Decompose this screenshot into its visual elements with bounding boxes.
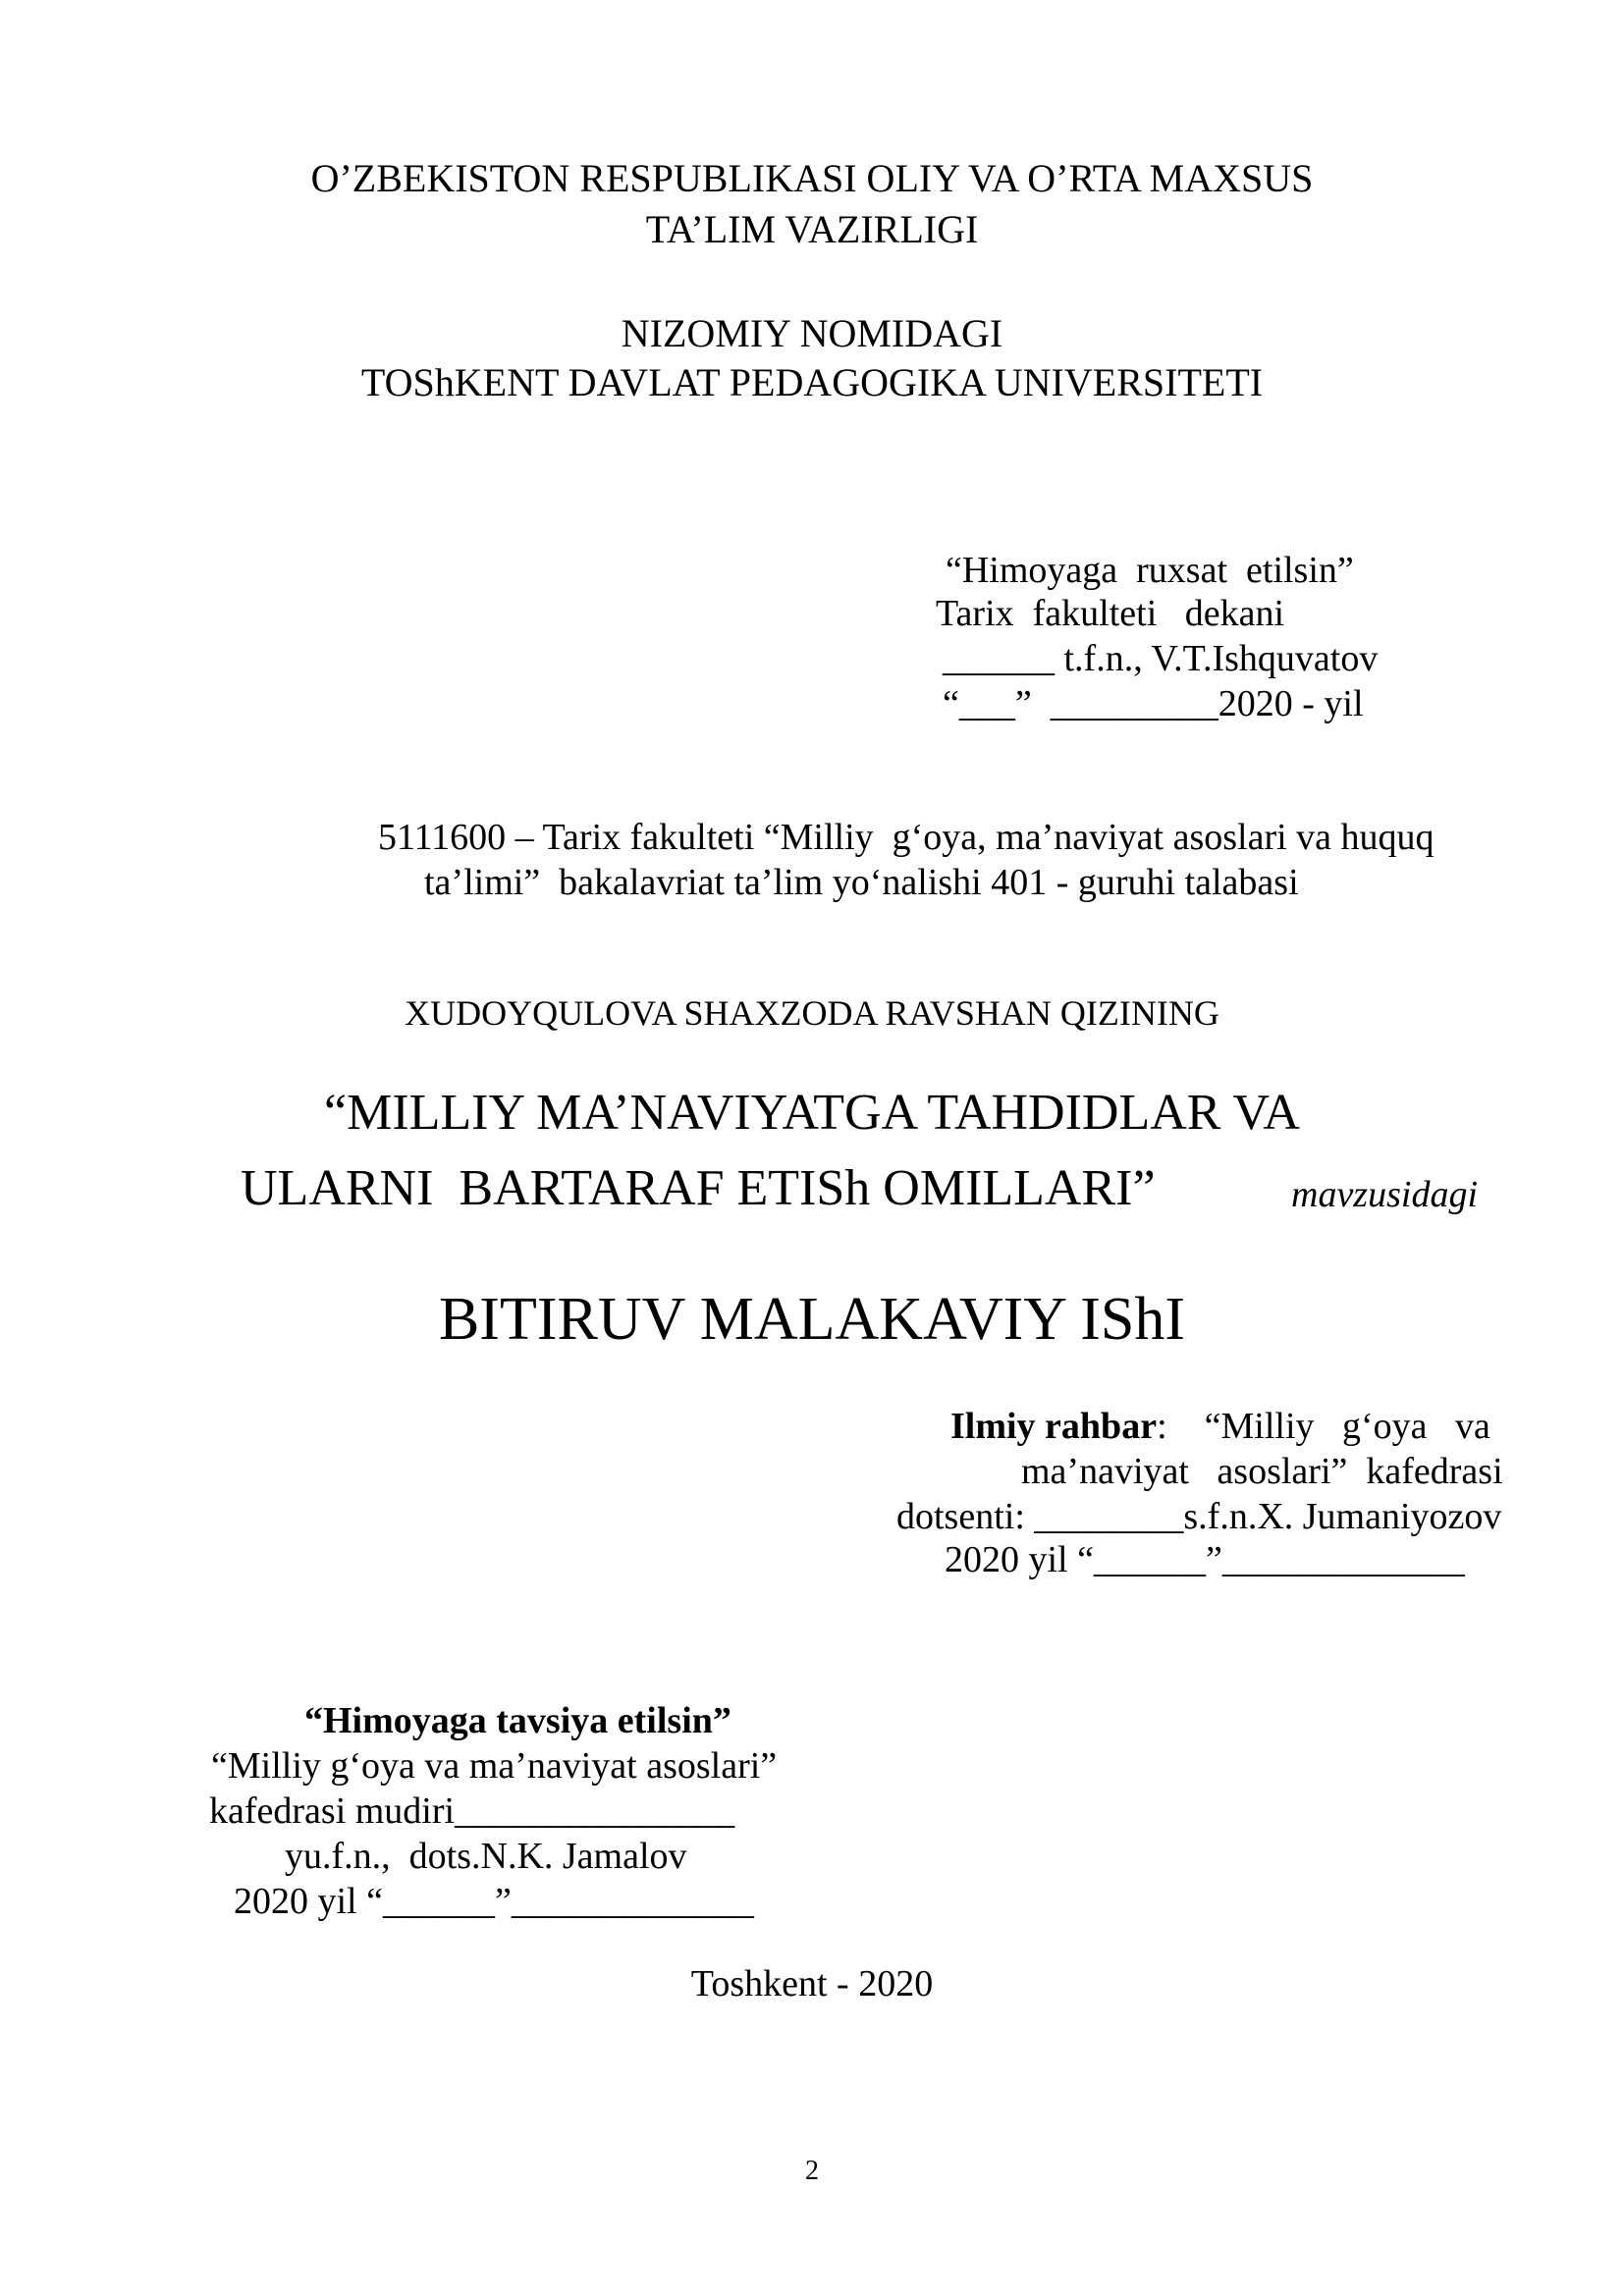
place-year: Toshkent - 2020 — [690, 1963, 934, 2004]
work-title: BITIRUV MALAKAVIY IShI — [438, 1286, 1186, 1353]
approval-dean-name: ______ t.f.n., V.T.Ishquvatov — [943, 638, 1379, 679]
approval-dean-title: Tarix fakulteti dekani — [936, 593, 1285, 634]
supervisor-date: 2020 yil “______”_____________ — [945, 1539, 1465, 1580]
recommendation-head-name: yu.f.n., dots.N.K. Jamalov — [285, 1836, 687, 1877]
university-line-2: TOShKENT DAVLAT PEDAGOGIKA UNIVERSITETI — [360, 360, 1264, 404]
approval-date: “___” _________2020 - yil — [943, 683, 1364, 724]
topic-line-1: “MILLIY MA’NAVIYATGA TAHDIDLAR VA — [324, 1085, 1300, 1141]
topic-line-2: ULARNI BARTARAF ETISh OMILLARI” — [241, 1160, 1156, 1216]
university-line-1: NIZOMIY NOMIDAGI — [621, 311, 1003, 355]
ministry-line-1: O’ZBEKISTON RESPUBLIKASI OLIY VA O’RTA MAXSUS — [310, 156, 1314, 200]
supervisor-department-start: : “Milliy g‘oya va — [1157, 1406, 1490, 1447]
recommendation-heading: “Himoyaga tavsiya etilsin” — [304, 1700, 731, 1741]
topic-suffix: mavzusidagi — [1291, 1174, 1478, 1215]
recommendation-head: kafedrasi mudiri_______________ — [209, 1790, 735, 1832]
ministry-line-2: TA’LIM VAZIRLIGI — [645, 207, 979, 251]
student-info-line-1: 5111600 – Tarix fakulteti “Milliy g‘oya, ma’naviyat asoslari va huquq — [378, 817, 1435, 858]
supervisor-line-3: dotsenti: ________s.f.n.X. Jumaniyozov — [896, 1496, 1502, 1537]
recommendation-date: 2020 yil “______”_____________ — [234, 1881, 754, 1922]
page-number: 2 — [805, 2156, 819, 2186]
supervisor-line-2: ma’naviyat asoslari” kafedrasi — [1021, 1451, 1503, 1492]
supervisor-line-1 — [950, 1408, 1490, 1445]
author-name: XUDOYQULOVA SHAXZODA RAVSHAN QIZINING — [405, 993, 1219, 1033]
recommendation-department: “Milliy g‘oya va ma’naviyat asoslari” — [211, 1745, 778, 1787]
approval-heading: “Himoyaga ruxsat etilsin” — [946, 550, 1354, 591]
student-info-line-2: ta’limi” bakalavriat ta’lim yo‘nalishi 401 - guruhi talabasi — [424, 862, 1299, 903]
supervisor-label: Ilmiy rahbar — [950, 1406, 1158, 1447]
